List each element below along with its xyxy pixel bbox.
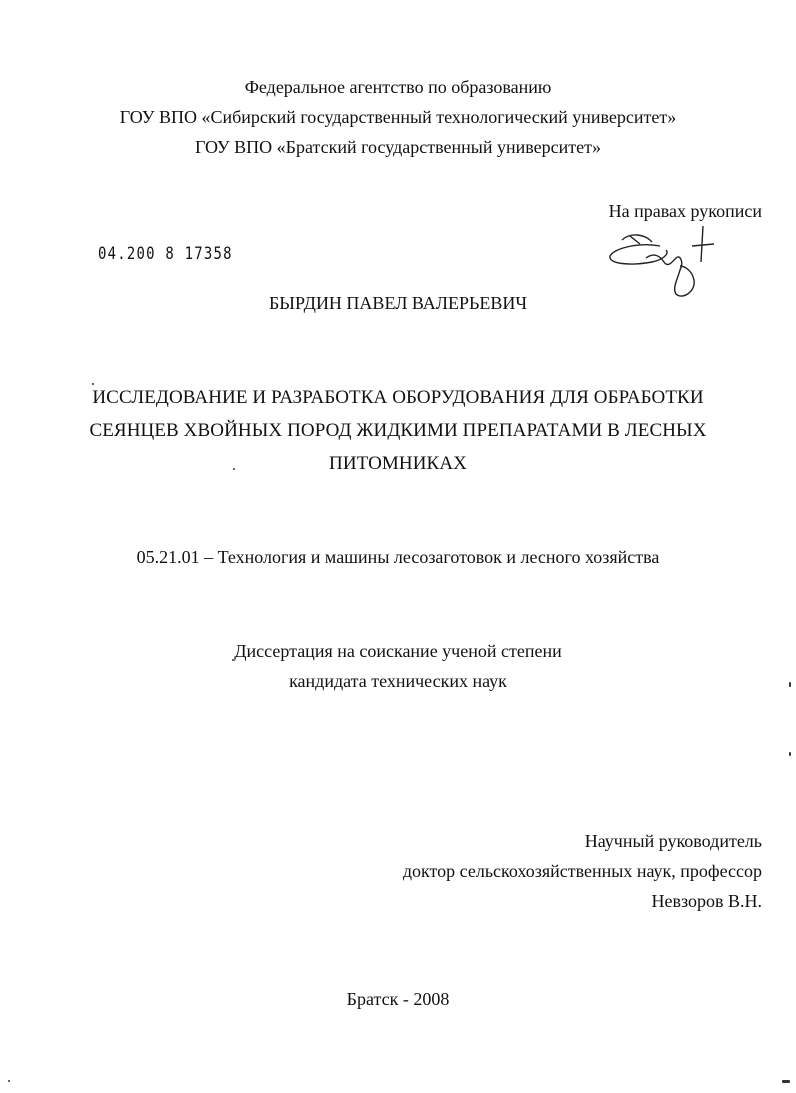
archive-stamp: 04.200 8 17358 <box>98 244 233 264</box>
signature-icon <box>600 222 730 302</box>
university-bratsk: ГОУ ВПО «Братский государственный университет» <box>194 137 601 157</box>
title-line-3: ПИТОМНИКАХ <box>329 453 467 474</box>
author-name: БЫРДИН ПАВЕЛ ВАЛЕРЬЕВИЧ <box>268 293 528 313</box>
specialty-code: 05.21.01 – Технология и машины лесозаготовок и лесного хозяйства <box>136 547 660 567</box>
supervisor-name: Невзоров В.Н. <box>651 891 762 911</box>
dissertation-line-2: кандидата технических наук <box>289 671 507 691</box>
city-year: Братск - 2008 <box>346 989 450 1009</box>
scan-speck <box>232 659 234 661</box>
manuscript-note: На правах рукописи <box>608 201 762 221</box>
scan-speck <box>782 1080 790 1083</box>
supervisor-degree: доктор сельскохозяйственных наук, профессор <box>402 861 762 881</box>
scan-speck <box>92 383 94 385</box>
university-siberian: ГОУ ВПО «Сибирский государственный технологический университет» <box>119 107 677 127</box>
title-line-2: СЕЯНЦЕВ ХВОЙНЫХ ПОРОД ЖИДКИМИ ПРЕПАРАТАМИ В ЛЕСНЫХ <box>89 420 707 441</box>
supervisor-role: Научный руководитель <box>584 831 762 851</box>
scan-speck <box>8 1080 10 1082</box>
scan-speck <box>789 682 791 687</box>
title-line-1: ИССЛЕДОВАНИЕ И РАЗРАБОТКА ОБОРУДОВАНИЯ ДЛЯ ОБРАБОТКИ <box>92 387 704 408</box>
agency-name: Федеральное агентство по образованию <box>244 77 552 97</box>
scan-speck <box>789 752 791 756</box>
scan-speck <box>233 468 235 470</box>
dissertation-line-1: Диссертация на соискание ученой степени <box>234 641 562 661</box>
